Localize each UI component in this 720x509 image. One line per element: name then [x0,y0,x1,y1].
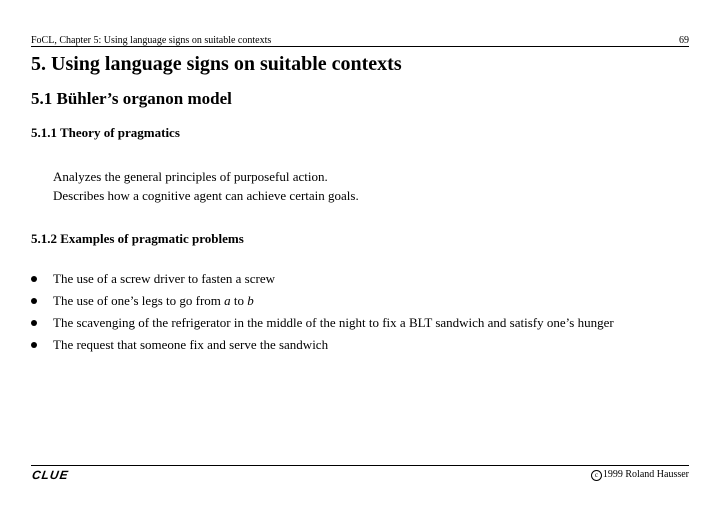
list-item-text: The request that someone fix and serve the sandwich [53,337,329,352]
page-number: 69 [679,35,689,46]
copyright-symbol: c [591,470,602,481]
copyright-text: 1999 Roland Hausser [602,469,689,480]
theory-line-2: Describes how a cognitive agent can achieve certain goals. [53,188,359,203]
list-item [31,293,614,315]
subsection-examples-title: 5.1.2 Examples of pragmatic problems [31,231,244,246]
bullet-icon [31,298,37,304]
list-item [31,337,614,359]
chapter-title: 5. Using language signs on suitable contexts [31,53,402,75]
section-title: 5.1 Bühler’s organon model [31,89,232,108]
clue-logo: CLUE [31,468,70,482]
variable-b: b [247,293,254,308]
list-item [31,271,614,293]
variable-a: a [224,293,231,308]
bullet-icon [31,276,37,282]
bullet-icon [31,342,37,348]
list-item [31,315,614,337]
examples-list [31,271,614,359]
list-item-text: The scavenging of the refrigerator in the middle of the night to fix a BLT sandwich and satisfy one’s hunger [53,315,614,330]
list-item-text-mid: to [230,293,248,308]
list-item-text-pre: The use of one’s legs to go from [53,293,225,308]
list-item-text: The use of a screw driver to fasten a screw [53,271,275,286]
footer-rule [31,465,689,466]
bullet-icon [31,320,37,326]
copyright-notice [591,469,689,481]
theory-line-1: Analyzes the general principles of purposeful action. [53,169,328,184]
running-head: FoCL, Chapter 5: Using language signs on suitable contexts [31,35,272,46]
header-rule [31,46,689,47]
subsection-theory-title: 5.1.1 Theory of pragmatics [31,125,180,140]
